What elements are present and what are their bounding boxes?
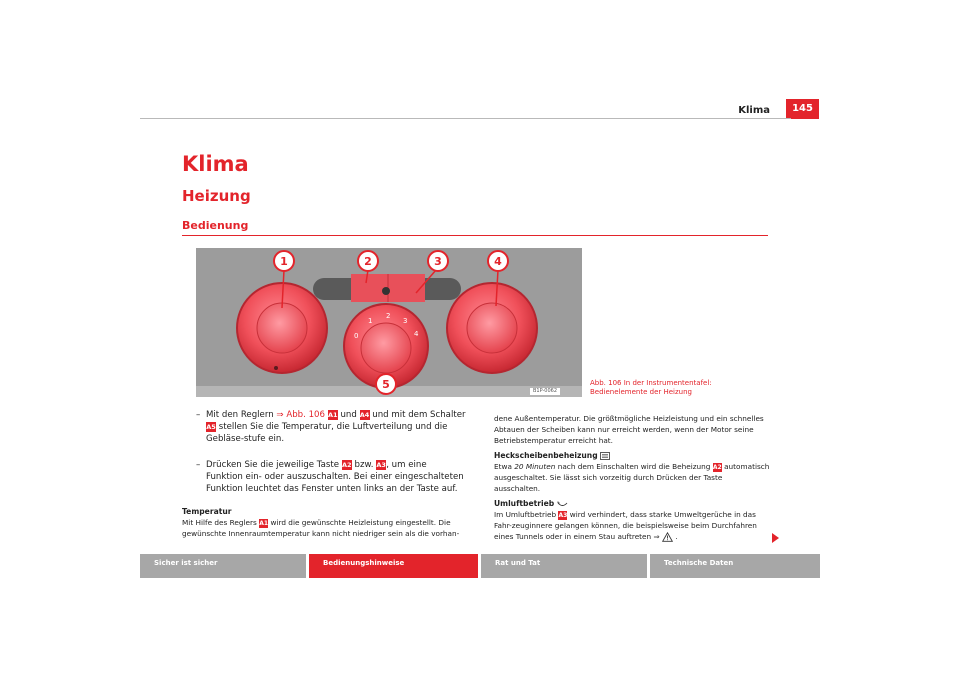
header-chapter: Klima [738, 105, 770, 116]
callout-2 [358, 251, 378, 271]
marker-a1: A1 [259, 519, 269, 527]
instruction-bullet-2: – Drücken Sie die jeweilige Taste A2 bzw. A3, um eine Funktion ein- oder auszuschalten. Bei einer eingeschalteten Funktion leuchtet das Fenster unten links an der Taste auf. [196, 460, 464, 494]
svg-text:1: 1 [280, 255, 288, 268]
callout-3 [428, 251, 448, 271]
temperature-heading: Temperatur [182, 507, 232, 516]
footer-tab-2[interactable]: Bedienungshinweise [309, 554, 478, 578]
dial-number-0: 0 [354, 332, 359, 340]
figure-link[interactable]: ⇒ Abb. 106 [276, 410, 325, 420]
bullet-dash: – [196, 410, 201, 420]
svg-text:5: 5 [382, 378, 390, 391]
marker-a2: A2 [712, 463, 722, 471]
figure-caption: Abb. 106 In der Instrumententafel: Bedienelemente der Heizung [590, 379, 712, 396]
footer-tab-1[interactable]: Sicher ist sicher [140, 554, 306, 578]
dial-number-4: 4 [414, 330, 419, 338]
knob-4-air-distribution [447, 283, 537, 373]
svg-text:3: 3 [434, 255, 442, 268]
dial-number-1: 1 [368, 317, 373, 325]
subheading: Heizung [182, 187, 251, 205]
page-number: 145 [786, 99, 819, 119]
figure-code: B1P-0062 [530, 388, 560, 395]
recirculation-heading: Umluftbetrieb [494, 499, 555, 508]
next-page-arrow-icon[interactable] [772, 533, 779, 543]
marker-a2: A2 [342, 460, 352, 469]
callout-1 [274, 251, 294, 271]
svg-text:2: 2 [364, 255, 372, 268]
heater-panel-illustration [196, 248, 582, 397]
marker-a1: A1 [327, 410, 338, 419]
marker-a5: A5 [206, 422, 216, 431]
rear-window-heading: Heckscheibenbeheizung [494, 451, 598, 460]
callout-5 [376, 374, 396, 394]
paragraph-continued: dene Außentemperatur. Die größtmögliche Heizleistung und ein schnelles Abtauen der Scheiben kann nur erreicht werden, wenn der Motor seine Betriebstemperatur erreicht hat. [494, 414, 764, 445]
bullet-dash: – [196, 460, 201, 470]
marker-a3: A3 [376, 460, 386, 469]
section-rule [182, 235, 768, 236]
dial-number-2: 2 [386, 312, 391, 320]
reference-arrow: ⇒ [653, 532, 660, 541]
instruction-bullet-1: – Mit den Reglern ⇒ Abb. 106 A1 und A4 und mit dem Schalter A5 stellen Sie die Temperatur, die Luftverteilung und die Gebläse-stufe ein. [196, 410, 466, 444]
callout-4 [488, 251, 508, 271]
section-heading: Bedienung [182, 219, 249, 232]
svg-text:4: 4 [494, 255, 502, 268]
recirculation-icon [557, 499, 568, 508]
marker-a4: A4 [359, 410, 370, 419]
heater-controls-figure [196, 248, 582, 397]
dial-number-3: 3 [403, 317, 408, 325]
footer-tab-4[interactable]: Technische Daten [650, 554, 820, 578]
header-rule [140, 118, 791, 119]
marker-a3: A3 [558, 511, 568, 519]
temperature-section: Temperatur Mit Hilfe des Reglers A1 wird die gewünschte Heizleistung eingestellt. Die gewünschte Innenraumtemperatur kann nicht niedriger sein als die vorhan- [182, 506, 472, 539]
footer-tab-3[interactable]: Rat und Tat [481, 554, 647, 578]
right-column: dene Außentemperatur. Die größtmögliche Heizleistung und ein schnelles Abtauen der Scheiben kann nur erreicht werden, wenn der Motor seine Betriebstemperatur erreicht hat. Heckscheibenbeheizung Etwa 20 Minuten nach dem Einschalten wird die Beheizung A2 automatisch ausgeschaltet. Sie lässt sich vorzeitig durch Drücken der Taste ausschalten. Umluftbetrieb Im Umluftbetrieb A3 wird verhindert, dass starke Umweltgerüche in das Fahr-zeuginnere gelangen können, die beispielsweise beim Durchfahren eines Tunnels oder in einem Stau auftreten ⇒ . [494, 414, 770, 541]
rear-window-heater-icon [600, 451, 610, 460]
warning-triangle-icon[interactable] [662, 532, 675, 541]
page-title: Klima [182, 152, 249, 176]
